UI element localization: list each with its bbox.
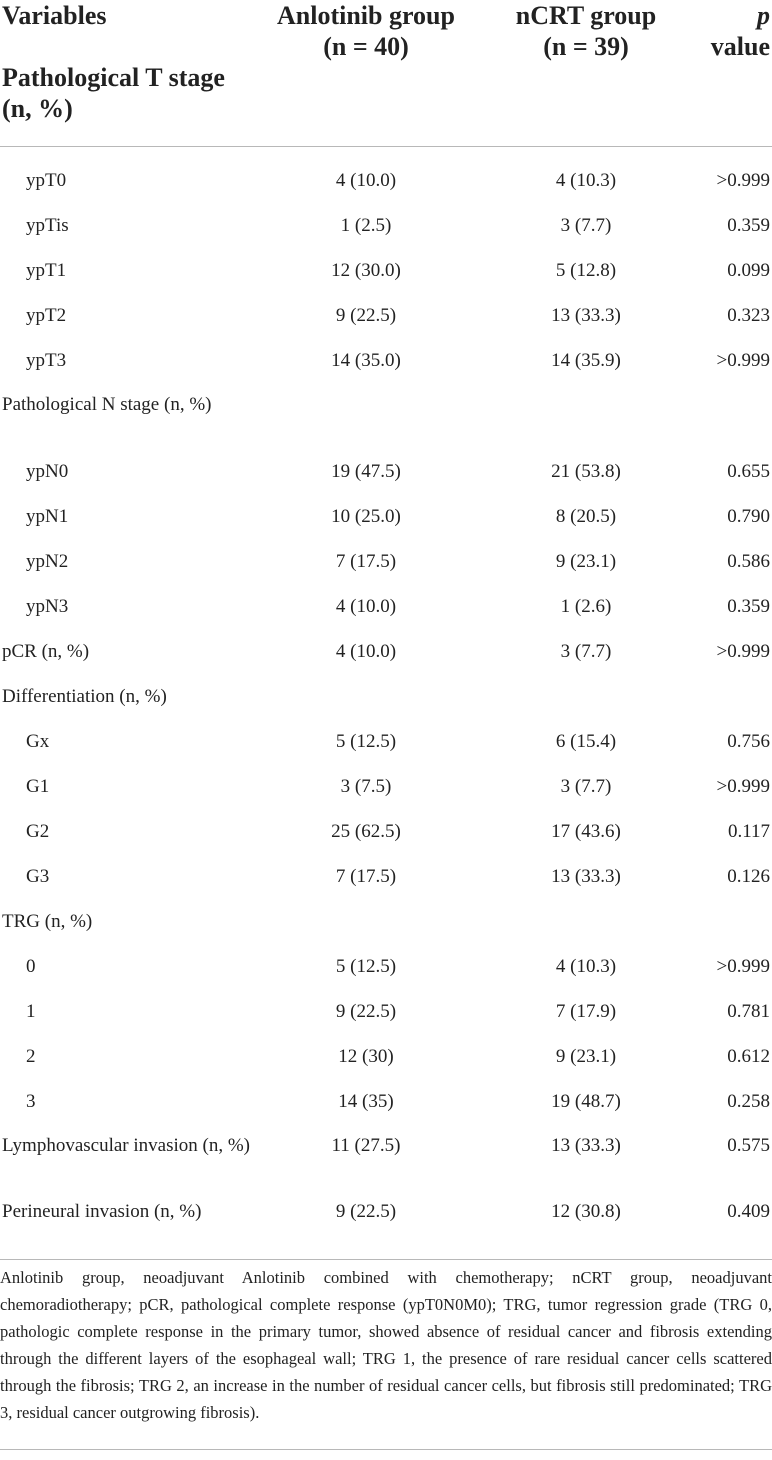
p-value: >0.999: [716, 956, 770, 977]
row-label: Perineural invasion (n, %): [2, 1201, 202, 1222]
anlotinib-value: 14 (35): [338, 1091, 394, 1112]
p-value: 0.409: [727, 1201, 770, 1222]
row-label: 1: [26, 1001, 36, 1022]
table-row: [0, 767, 772, 812]
p-value: 0.586: [727, 551, 770, 572]
ncrt-value: 4 (10.3): [555, 956, 617, 977]
ncrt-value: 13 (33.3): [551, 305, 621, 326]
header-variables-label: Variables: [2, 1, 107, 30]
table-row: [0, 386, 772, 452]
row-label: G3: [26, 866, 50, 887]
table-row: [0, 542, 772, 587]
ncrt-value: 8 (20.5): [555, 506, 617, 527]
table-row: [0, 206, 772, 251]
row-label: ypN2: [26, 551, 69, 572]
ncrt-value: 21 (53.8): [551, 461, 621, 482]
ncrt-value: 5 (12.8): [555, 260, 617, 281]
p-value: 0.756: [727, 731, 770, 752]
p-value: >0.999: [716, 170, 770, 191]
table-footnote: Anlotinib group, neoadjuvant Anlotinib combined with chemotherapy; nCRT group, neoadjuvant chemoradiotherapy; pCR, pathological complete response (ypT0N0M0); TRG, tumor regression grade (TRG 0, pathologic complete response in the primary tumor, showed absence of residual cancer and fibrosis extending through the different layers of the esophageal wall; TRG 1, the presence of rare residual cancer cells scattered through the fibrosis; TRG 2, an increase in the number of residual cancer cells, but fibrosis still predominated; TRG 3, residual cancer outgrowing fibrosis).: [0, 1268, 772, 1422]
row-label: ypN0: [26, 461, 69, 482]
anlotinib-value: 19 (47.5): [331, 461, 401, 482]
p-value: 0.790: [727, 506, 770, 527]
table-row: [0, 677, 772, 722]
table-row: [0, 341, 772, 386]
header-group1-n: (n = 40): [323, 32, 409, 61]
row-label: Lymphovascular invasion (n, %): [2, 1135, 251, 1156]
table-row: [0, 161, 772, 206]
table-row: [0, 812, 772, 857]
anlotinib-value: 7 (17.5): [335, 866, 397, 887]
row-label: pCR (n, %): [2, 641, 90, 662]
table-row: [0, 497, 772, 542]
table-row: [0, 947, 772, 992]
table-row: [0, 902, 772, 947]
anlotinib-value: 7 (17.5): [335, 551, 397, 572]
row-label: 2: [26, 1046, 36, 1067]
p-value: 0.575: [727, 1135, 770, 1156]
p-value: 0.323: [727, 305, 770, 326]
p-value: 0.359: [727, 596, 770, 617]
table-bottom-divider: [0, 1260, 772, 1261]
header-group2-name: nCRT group: [515, 1, 657, 30]
p-value: 0.612: [727, 1046, 770, 1067]
anlotinib-value: [250, 902, 482, 947]
row-label: ypN3: [26, 596, 69, 617]
p-value: [690, 386, 772, 452]
row-label: G2: [26, 821, 50, 842]
p-value: 0.359: [727, 215, 770, 236]
header-group1-cell: [250, 0, 482, 147]
p-value: [690, 677, 772, 722]
ncrt-value: 14 (35.9): [551, 350, 621, 371]
row-label: ypN1: [26, 506, 69, 527]
ncrt-value: 12 (30.8): [551, 1201, 621, 1222]
ncrt-value: 13 (33.3): [551, 1135, 621, 1156]
ncrt-value: 4 (10.3): [555, 170, 617, 191]
ncrt-value: 3 (7.7): [560, 776, 612, 797]
header-group2-n: (n = 39): [543, 32, 629, 61]
table-row: [0, 1193, 772, 1260]
ncrt-value: [482, 386, 690, 452]
row-label: ypT0: [26, 170, 67, 191]
anlotinib-value: [250, 386, 482, 452]
anlotinib-value: [250, 677, 482, 722]
p-value: 0.126: [727, 866, 770, 887]
table-row: [0, 992, 772, 1037]
ncrt-value: 13 (33.3): [551, 866, 621, 887]
ncrt-value: [482, 677, 690, 722]
ncrt-value: 7 (17.9): [555, 1001, 617, 1022]
p-value: 0.781: [727, 1001, 770, 1022]
anlotinib-value: 12 (30.0): [331, 260, 401, 281]
table-row: [0, 722, 772, 767]
header-p-symbol: p: [757, 1, 770, 30]
ncrt-value: 1 (2.6): [560, 596, 612, 617]
table-row: [0, 1082, 772, 1127]
header-group2-cell: [482, 0, 690, 147]
p-value: 0.117: [727, 821, 770, 842]
row-label: Gx: [26, 731, 50, 752]
ncrt-value: 9 (23.1): [555, 551, 617, 572]
anlotinib-value: 14 (35.0): [331, 350, 401, 371]
ncrt-value: 3 (7.7): [560, 641, 612, 662]
anlotinib-value: 9 (22.5): [335, 1201, 397, 1222]
row-label: 0: [26, 956, 36, 977]
header-divider: [0, 147, 772, 162]
ncrt-value: 17 (43.6): [551, 821, 621, 842]
anlotinib-value: 5 (12.5): [335, 731, 397, 752]
table-body: [0, 161, 772, 1260]
table-row: [0, 1037, 772, 1082]
table-row: [0, 857, 772, 902]
row-label: ypT3: [26, 350, 67, 371]
ncrt-value: 19 (48.7): [551, 1091, 621, 1112]
anlotinib-value: 5 (12.5): [335, 956, 397, 977]
anlotinib-value: 11 (27.5): [331, 1135, 401, 1156]
table-header: [0, 0, 772, 161]
anlotinib-value: 9 (22.5): [335, 1001, 397, 1022]
anlotinib-value: 10 (25.0): [331, 506, 401, 527]
anlotinib-value: 4 (10.0): [335, 596, 397, 617]
header-variables-cell: [0, 0, 250, 147]
anlotinib-value: 4 (10.0): [335, 641, 397, 662]
p-value: 0.655: [727, 461, 770, 482]
anlotinib-value: 12 (30): [338, 1046, 394, 1067]
table-row: [0, 251, 772, 296]
p-value: 0.258: [727, 1091, 770, 1112]
table-row: [0, 587, 772, 632]
row-label: TRG (n, %): [2, 911, 93, 932]
p-value: >0.999: [716, 776, 770, 797]
p-value: >0.999: [716, 641, 770, 662]
ncrt-value: 6 (15.4): [555, 731, 617, 752]
table-row: [0, 452, 772, 497]
row-label: 3: [26, 1091, 36, 1112]
header-p-value-cell: [690, 0, 772, 147]
footnote-bottom-divider: [0, 1449, 772, 1450]
row-label: Pathological N stage (n, %): [2, 394, 212, 415]
anlotinib-value: 1 (2.5): [340, 215, 392, 236]
anlotinib-value: 4 (10.0): [335, 170, 397, 191]
ncrt-value: 9 (23.1): [555, 1046, 617, 1067]
row-label: ypT2: [26, 305, 67, 326]
table-row: [0, 296, 772, 341]
row-label: ypTis: [26, 215, 69, 236]
p-value: 0.099: [727, 260, 770, 281]
row-label: Differentiation (n, %): [2, 686, 167, 707]
anlotinib-value: 25 (62.5): [331, 821, 401, 842]
row-label: ypT1: [26, 260, 67, 281]
anlotinib-value: 3 (7.5): [340, 776, 392, 797]
header-value-label: value: [710, 32, 770, 61]
table-row: [0, 632, 772, 677]
ncrt-value: [482, 902, 690, 947]
table-row: [0, 1127, 772, 1193]
p-value: >0.999: [716, 350, 770, 371]
anlotinib-value: 9 (22.5): [335, 305, 397, 326]
header-first-section-label: Pathological T stage (n, %): [2, 63, 225, 123]
p-value: [690, 902, 772, 947]
header-group1-name: Anlotinib group: [277, 1, 455, 30]
ncrt-value: 3 (7.7): [560, 215, 612, 236]
row-label: G1: [26, 776, 50, 797]
